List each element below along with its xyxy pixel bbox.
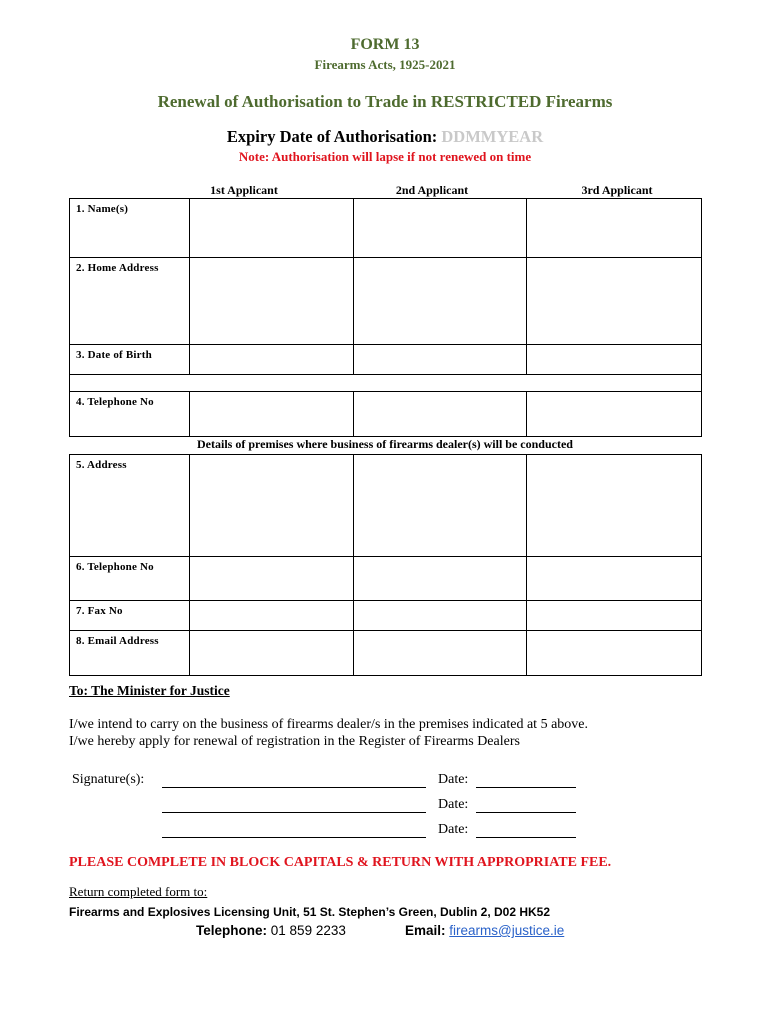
date-label-1: Date:	[438, 772, 469, 787]
table-row	[70, 631, 702, 676]
applicants-table	[69, 198, 702, 437]
date-label-2: Date:	[438, 797, 469, 812]
spacer-cell	[70, 375, 702, 392]
declaration-line-1: I/we intend to carry on the business of firearms dealer/s in the premises indicated at 5 above.	[69, 717, 588, 732]
email-2-field[interactable]	[354, 631, 527, 676]
row-label-fax: 7. Fax No	[70, 601, 190, 631]
row-label-date-of-birth: 3. Date of Birth	[70, 345, 190, 375]
table-row	[70, 345, 702, 375]
email-1-field[interactable]	[190, 631, 354, 676]
telephone-1st-applicant-field[interactable]	[190, 392, 354, 437]
table-row	[70, 601, 702, 631]
dob-3rd-applicant-field[interactable]	[527, 345, 702, 375]
date-label-3: Date:	[438, 822, 469, 837]
email-3-field[interactable]	[527, 631, 702, 676]
telephone-3rd-applicant-field[interactable]	[527, 392, 702, 437]
table-row	[70, 455, 702, 557]
dob-2nd-applicant-field[interactable]	[354, 345, 527, 375]
telephone-contact	[196, 923, 346, 938]
home-address-1st-applicant-field[interactable]	[190, 258, 354, 345]
column-header-2nd-applicant: 2nd Applicant	[395, 183, 469, 197]
signature-line-2[interactable]	[162, 797, 426, 813]
signature-label: Signature(s):	[72, 772, 145, 787]
fax-2-field[interactable]	[354, 601, 527, 631]
addressee-heading: To: The Minister for Justice	[69, 683, 230, 698]
expiry-date-label: Expiry Date of Authorisation:	[226, 127, 438, 146]
name-1st-applicant-field[interactable]	[190, 199, 354, 258]
lapse-note: Note: Authorisation will lapse if not renewed on time	[238, 149, 532, 164]
premises-caption: Details of premises where business of firearms dealer(s) will be conducted	[197, 437, 573, 451]
email-label: Email:	[405, 923, 446, 938]
acts-subtitle: Firearms Acts, 1925-2021	[314, 57, 456, 72]
home-address-2nd-applicant-field[interactable]	[354, 258, 527, 345]
column-header-1st-applicant: 1st Applicant	[210, 183, 278, 197]
premises-telephone-2-field[interactable]	[354, 557, 527, 601]
premises-address-2-field[interactable]	[354, 455, 527, 557]
name-2nd-applicant-field[interactable]	[354, 199, 527, 258]
table-row	[70, 258, 702, 345]
signature-line-1[interactable]	[162, 772, 426, 788]
row-label-address: 5. Address	[70, 455, 190, 557]
telephone-number: 01 859 2233	[270, 923, 346, 938]
licensing-unit-address: Firearms and Explosives Licensing Unit, 51 St. Stephen’s Green, Dublin 2, D02 HK52	[69, 905, 551, 919]
name-3rd-applicant-field[interactable]	[527, 199, 702, 258]
email-contact	[405, 923, 564, 938]
fax-1-field[interactable]	[190, 601, 354, 631]
row-label-home-address: 2. Home Address	[70, 258, 190, 345]
premises-telephone-3-field[interactable]	[527, 557, 702, 601]
premises-table	[69, 454, 702, 676]
form-number: FORM 13	[350, 36, 420, 53]
email-link[interactable]: firearms@justice.ie	[449, 923, 565, 938]
telephone-2nd-applicant-field[interactable]	[354, 392, 527, 437]
home-address-3rd-applicant-field[interactable]	[527, 258, 702, 345]
telephone-label: Telephone:	[196, 923, 268, 938]
block-capitals-instruction: PLEASE COMPLETE IN BLOCK CAPITALS & RETURN WITH APPROPRIATE FEE.	[69, 855, 612, 870]
fax-3-field[interactable]	[527, 601, 702, 631]
row-label-telephone: 4. Telephone No	[70, 392, 190, 437]
form-title: Renewal of Authorisation to Trade in RESTRICTED Firearms	[157, 92, 613, 111]
date-line-2[interactable]	[476, 797, 576, 813]
return-label: Return completed form to:	[69, 884, 208, 899]
premises-address-3-field[interactable]	[527, 455, 702, 557]
row-label-names: 1. Name(s)	[70, 199, 190, 258]
row-label-premises-telephone: 6. Telephone No	[70, 557, 190, 601]
column-header-3rd-applicant: 3rd Applicant	[581, 183, 653, 197]
table-spacer-row	[70, 375, 702, 392]
table-row	[70, 557, 702, 601]
date-line-3[interactable]	[476, 822, 576, 838]
expiry-date-line	[0, 127, 770, 147]
expiry-date-field[interactable]: DDMMYEAR	[441, 127, 544, 146]
table-row	[70, 199, 702, 258]
dob-1st-applicant-field[interactable]	[190, 345, 354, 375]
premises-address-1-field[interactable]	[190, 455, 354, 557]
premises-telephone-1-field[interactable]	[190, 557, 354, 601]
date-line-1[interactable]	[476, 772, 576, 788]
row-label-email: 8. Email Address	[70, 631, 190, 676]
table-row	[70, 392, 702, 437]
declaration-line-2: I/we hereby apply for renewal of registration in the Register of Firearms Dealers	[69, 734, 520, 749]
signature-line-3[interactable]	[162, 822, 426, 838]
